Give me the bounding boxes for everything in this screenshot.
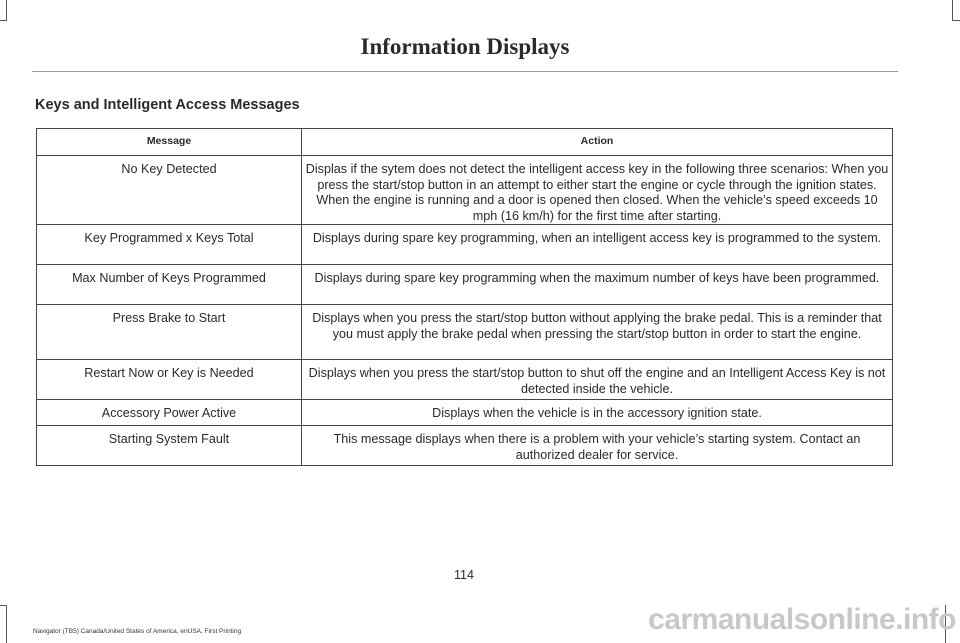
action-cell: Displays when you press the start/stop button without applying the brake pedal. This is a reminder that you must apply the brake pedal when pressing the start/stop button in order to start the engine. — [302, 305, 893, 360]
crop-mark-top-left-horizontal — [0, 20, 7, 21]
table-row — [37, 265, 893, 305]
table-row — [37, 305, 893, 360]
action-cell: Displas if the sytem does not detect the intelligent access key in the following three scenarios: When you press the start/stop button in an attempt to either start the engine or cycle through the ignition states. When the engine is running and a door is opened then closed. When the vehicle’s speed exceeds 10 mph (16 km/h) for the first time after starting. — [302, 156, 893, 225]
page-title: Information Displays — [360, 34, 570, 59]
watermark-logo: carmanualsonline.info — [648, 603, 956, 636]
message-cell: Key Programmed x Keys Total — [37, 225, 302, 265]
table-row — [37, 426, 893, 466]
message-cell: Restart Now or Key is Needed — [37, 360, 302, 400]
column-header-action: Action — [302, 129, 893, 156]
page-number: 114 — [454, 568, 474, 582]
action-cell: Displays when the vehicle is in the accessory ignition state. — [302, 400, 893, 426]
table-header-row — [37, 129, 893, 156]
message-cell: Max Number of Keys Programmed — [37, 265, 302, 305]
table-row — [37, 400, 893, 426]
action-cell: This message displays when there is a problem with your vehicle’s starting system. Contact an authorized dealer for service. — [302, 426, 893, 466]
crop-mark-top-left-vertical — [6, 0, 7, 20]
action-cell: Displays during spare key programming when the maximum number of keys have been programmed. — [302, 265, 893, 305]
table-row — [37, 360, 893, 400]
column-header-message: Message — [37, 129, 302, 156]
table-row — [37, 225, 893, 265]
crop-mark-top-right-horizontal — [952, 20, 960, 21]
message-cell: Press Brake to Start — [37, 305, 302, 360]
message-cell: Starting System Fault — [37, 426, 302, 466]
footer-edition-text: Navigator (TB5) Canada/United States of America, enUSA, First Printing — [33, 628, 242, 635]
message-cell: No Key Detected — [37, 156, 302, 225]
crop-mark-bottom-left-horizontal — [0, 605, 7, 606]
crop-mark-top-right-vertical — [952, 0, 953, 20]
table-row — [37, 156, 893, 225]
section-heading: Keys and Intelligent Access Messages — [35, 97, 300, 113]
message-cell: Accessory Power Active — [37, 400, 302, 426]
action-cell: Displays when you press the start/stop button to shut off the engine and an Intelligent Access Key is not detected inside the vehicle. — [302, 360, 893, 400]
crop-mark-bottom-left-vertical — [6, 605, 7, 643]
messages-table — [36, 128, 893, 466]
action-cell: Displays during spare key programming, when an intelligent access key is programmed to the system. — [302, 225, 893, 265]
title-divider — [32, 71, 898, 72]
